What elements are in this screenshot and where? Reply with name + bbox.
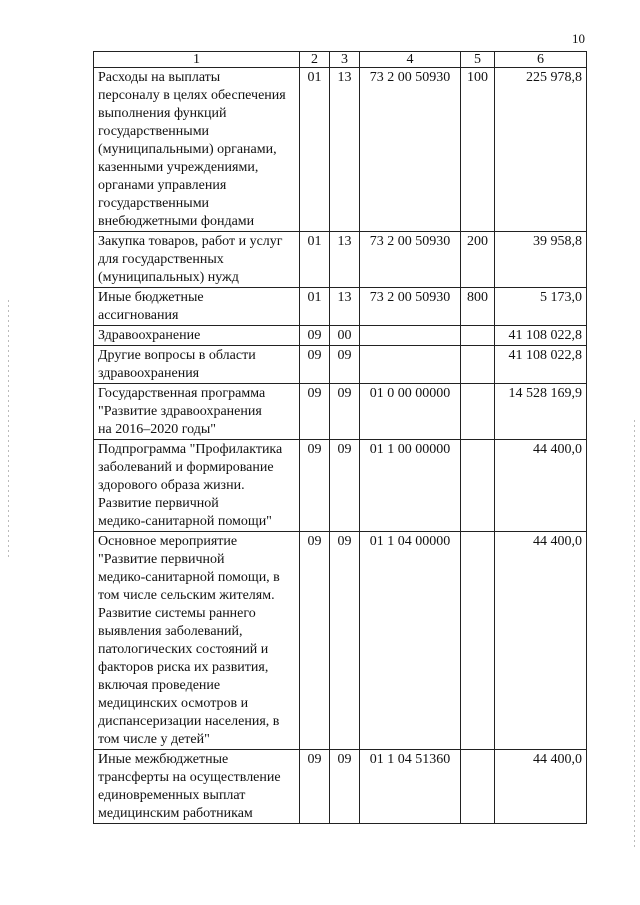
subsection-code-cell: 00 [330,326,360,346]
section-code-cell: 09 [300,326,330,346]
subsection-code-cell: 09 [330,750,360,824]
scan-edge-mark [634,420,635,850]
table-row [94,232,587,288]
row-name-line: Расходы на выплаты [98,70,221,85]
amount-cell: 44 400,0 [495,750,587,824]
section-code-cell: 01 [300,288,330,326]
row-name-line: трансферты на осуществление [98,770,281,785]
row-name-line: выявления заболеваний, [98,624,243,639]
row-name-line: медицинским работникам [98,806,253,821]
target-article-cell [360,326,461,346]
row-name-line: медицинских осмотров и [98,696,249,711]
row-name-line: государственными [98,196,210,211]
row-name-line: выполнения функций [98,106,227,121]
table-header-row [94,52,587,68]
subsection-code-cell: 09 [330,440,360,532]
row-name-cell [94,384,300,440]
row-name-line: внебюджетными фондами [98,214,255,229]
row-name-line: Иные межбюджетные [98,752,229,767]
row-name-line: том числе у детей" [98,732,210,747]
expense-type-cell [461,440,495,532]
target-article-cell: 01 1 00 00000 [360,440,461,532]
row-name-line: Развитие первичной [98,496,219,511]
row-name-line: факторов риска их развития, [98,660,269,675]
expense-type-cell [461,532,495,750]
column-header-2: 2 [300,52,330,68]
target-article-cell: 01 0 00 00000 [360,384,461,440]
amount-cell: 44 400,0 [495,532,587,750]
row-name-cell [94,68,300,232]
section-code-cell: 01 [300,232,330,288]
row-name-cell [94,326,300,346]
section-code-cell: 01 [300,68,330,232]
amount-cell: 39 958,8 [495,232,587,288]
row-name-line: единовременных выплат [98,788,246,803]
table-row [94,750,587,824]
table-row [94,68,587,232]
section-code-cell: 09 [300,750,330,824]
row-name-line: на 2016–2020 годы" [98,422,216,437]
row-name-cell [94,346,300,384]
section-code-cell: 09 [300,532,330,750]
expense-type-cell [461,384,495,440]
row-name-line: Государственная программа [98,386,266,401]
row-name-line: Закупка товаров, работ и услуг [98,234,283,249]
table-row [94,384,587,440]
row-name-line: персоналу в целях обеспечения [98,88,286,103]
amount-cell: 41 108 022,8 [495,346,587,384]
target-article-cell: 01 1 04 00000 [360,532,461,750]
subsection-code-cell: 09 [330,532,360,750]
target-article-cell: 01 1 04 51360 [360,750,461,824]
expense-type-cell [461,750,495,824]
row-name-line: ассигнования [98,308,179,323]
row-name-line: заболеваний и формирование [98,460,274,475]
row-name-line: патологических состояний и [98,642,269,657]
amount-cell: 41 108 022,8 [495,326,587,346]
target-article-cell [360,346,461,384]
page-number: 10 [572,31,585,46]
row-name-cell [94,532,300,750]
budget-table [93,51,587,824]
row-name-line: органами управления [98,178,227,193]
target-article-cell: 73 2 00 50930 [360,232,461,288]
amount-cell: 14 528 169,9 [495,384,587,440]
row-name-line: диспансеризации населения, в [98,714,280,729]
row-name-line: том числе сельским жителям. [98,588,275,603]
amount-cell: 44 400,0 [495,440,587,532]
table-row [94,346,587,384]
expense-type-cell: 800 [461,288,495,326]
amount-cell: 5 173,0 [495,288,587,326]
column-header-6: 6 [495,52,587,68]
subsection-code-cell: 13 [330,232,360,288]
scan-edge-mark [8,300,9,560]
column-header-4: 4 [360,52,461,68]
column-header-1: 1 [94,52,300,68]
row-name-line: Подпрограмма "Профилактика [98,442,283,457]
expense-type-cell [461,346,495,384]
row-name-line: для государственных [98,252,224,267]
row-name-line: медико-санитарной помощи, в [98,570,280,585]
table-row [94,440,587,532]
row-name-line: Другие вопросы в области [98,348,256,363]
row-name-line: "Развитие здравоохранения [98,404,262,419]
table-row [94,288,587,326]
row-name-line: включая проведение [98,678,221,693]
table-row [94,532,587,750]
section-code-cell: 09 [300,440,330,532]
expense-type-cell [461,326,495,346]
subsection-code-cell: 13 [330,288,360,326]
expense-type-cell: 100 [461,68,495,232]
row-name-cell [94,440,300,532]
column-header-5: 5 [461,52,495,68]
target-article-cell: 73 2 00 50930 [360,288,461,326]
row-name-line: здорового образа жизни. [98,478,245,493]
row-name-line: государственными [98,124,210,139]
table-row [94,326,587,346]
row-name-line: здравоохранения [98,366,200,381]
row-name-line: Иные бюджетные [98,290,204,305]
row-name-line: медико-санитарной помощи" [98,514,272,529]
expense-type-cell: 200 [461,232,495,288]
row-name-line: "Развитие первичной [98,552,225,567]
row-name-line: Основное мероприятие [98,534,238,549]
subsection-code-cell: 09 [330,346,360,384]
row-name-line: Здравоохранение [98,328,201,343]
row-name-line: (муниципальных) нужд [98,270,239,285]
subsection-code-cell: 09 [330,384,360,440]
row-name-cell [94,232,300,288]
section-code-cell: 09 [300,384,330,440]
row-name-cell [94,288,300,326]
row-name-line: казенными учреждениями, [98,160,259,175]
target-article-cell: 73 2 00 50930 [360,68,461,232]
section-code-cell: 09 [300,346,330,384]
row-name-line: (муниципальными) органами, [98,142,277,157]
column-header-3: 3 [330,52,360,68]
amount-cell: 225 978,8 [495,68,587,232]
row-name-cell [94,750,300,824]
row-name-line: Развитие системы раннего [98,606,256,621]
subsection-code-cell: 13 [330,68,360,232]
